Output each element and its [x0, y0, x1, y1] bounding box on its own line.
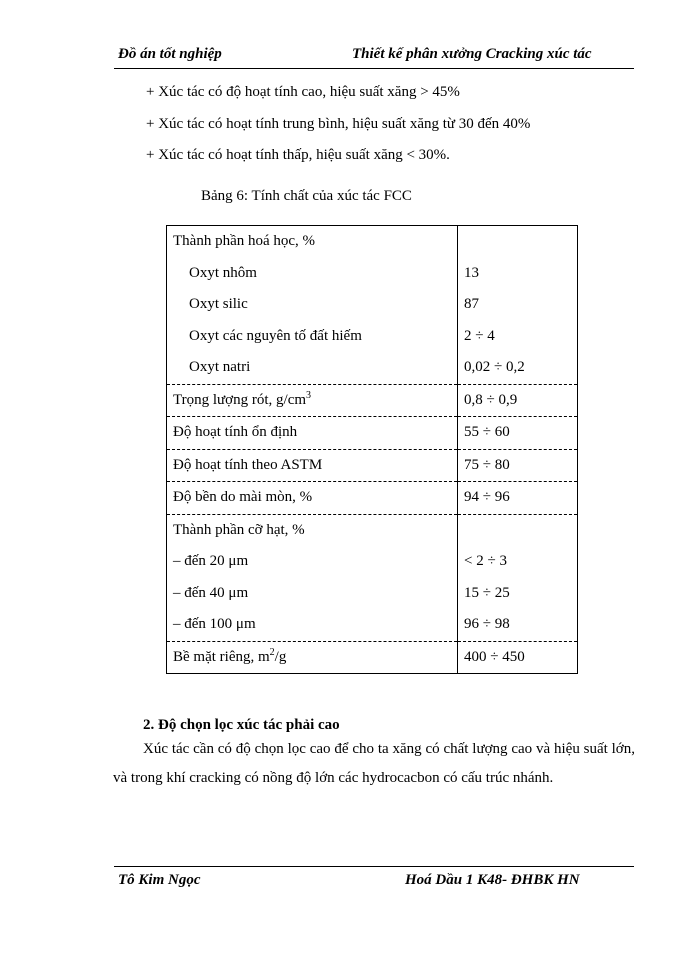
attrition-value: 94 ÷ 96	[464, 489, 510, 505]
table-row-bulk-density	[167, 384, 578, 417]
footer-author: Tô Kim Ngọc	[118, 872, 201, 888]
stable-activity-value: 55 ÷ 60	[464, 424, 510, 440]
surface-area-label: Bề mặt riêng, $m^2/g$	[173, 646, 287, 665]
chem-label-alumina: Oxyt nhôm	[189, 264, 257, 281]
particle-value-40: 15 ÷ 25	[464, 584, 510, 601]
chem-label-rare-earth: Oxyt các nguyên tố đất hiếm	[189, 327, 362, 344]
table-row-stable-activity	[167, 417, 578, 450]
astm-activity-value: 75 ÷ 80	[464, 456, 510, 473]
header-document-title: Đồ án tốt nghiệp	[118, 46, 222, 62]
astm-activity-label: Độ hoạt tính theo ASTM	[173, 456, 323, 473]
table-row-chemical-composition	[167, 226, 578, 385]
table-caption: Bảng 6: Tính chất của xúc tác FCC	[201, 188, 412, 204]
chem-composition-title: Thành phần hoá học, %	[173, 233, 316, 249]
particle-value-100: 96 ÷ 98	[464, 616, 510, 632]
chem-value-alumina: 13	[464, 264, 479, 281]
particle-label-100: – đến 100 μm	[173, 616, 256, 632]
bullet-low-activity: + Xúc tác có hoạt tính thấp, hiệu suất xăng < 30%.	[146, 147, 450, 163]
header-rule	[114, 68, 634, 69]
header-project-title: Thiết kế phân xưởng Cracking xúc tác	[352, 46, 592, 62]
particle-label-20: – đến 20 μm	[173, 553, 249, 569]
particle-value-20: < 2 ÷ 3	[464, 553, 507, 569]
table-row-surface-area	[167, 641, 578, 674]
stable-activity-label: Độ hoạt tính ổn định	[173, 424, 298, 440]
section-heading: 2. Độ chọn lọc xúc tác phải cao	[143, 717, 340, 733]
table-row-particle-size	[167, 514, 578, 641]
bullet-high-activity: + Xúc tác có độ hoạt tính cao, hiệu suất xăng > 45%	[146, 84, 460, 100]
section-paragraph: Xúc tác cần có độ chọn lọc cao để cho ta xăng có chất lượng cao và hiệu suất lớn, và trong khí cracking có nồng độ lớn các hydrocacbon có cấu trúc nhánh.	[113, 741, 635, 786]
catalyst-properties-table	[166, 225, 578, 674]
chem-label-silica: Oxyt silic	[189, 296, 248, 312]
footer-rule	[114, 866, 634, 867]
footer-class: Hoá Dầu 1 K48- ĐHBK HN	[405, 872, 580, 888]
bulk-density-label: Trọng lượng rót, $g/cm^3$	[173, 389, 312, 408]
bulk-density-value: 0,8 ÷ 0,9	[464, 391, 518, 408]
chem-value-sodium: 0,02 ÷ 0,2	[464, 359, 525, 375]
surface-area-value: 400 ÷ 450	[464, 648, 525, 665]
chem-value-silica: 87	[464, 296, 479, 312]
table-row-attrition	[167, 482, 578, 515]
particle-label-40: – đến 40 μm	[173, 584, 249, 601]
chem-label-sodium: Oxyt natri	[189, 359, 251, 375]
attrition-label: Độ bền do mài mòn, %	[173, 489, 313, 505]
table-row-astm-activity	[167, 449, 578, 482]
bullet-medium-activity: + Xúc tác có hoạt tính trung bình, hiệu suất xăng từ 30 đến 40%	[146, 116, 531, 132]
chem-value-rare-earth: 2 ÷ 4	[464, 327, 495, 344]
particle-size-title: Thành phần cỡ hạt, %	[173, 521, 305, 538]
